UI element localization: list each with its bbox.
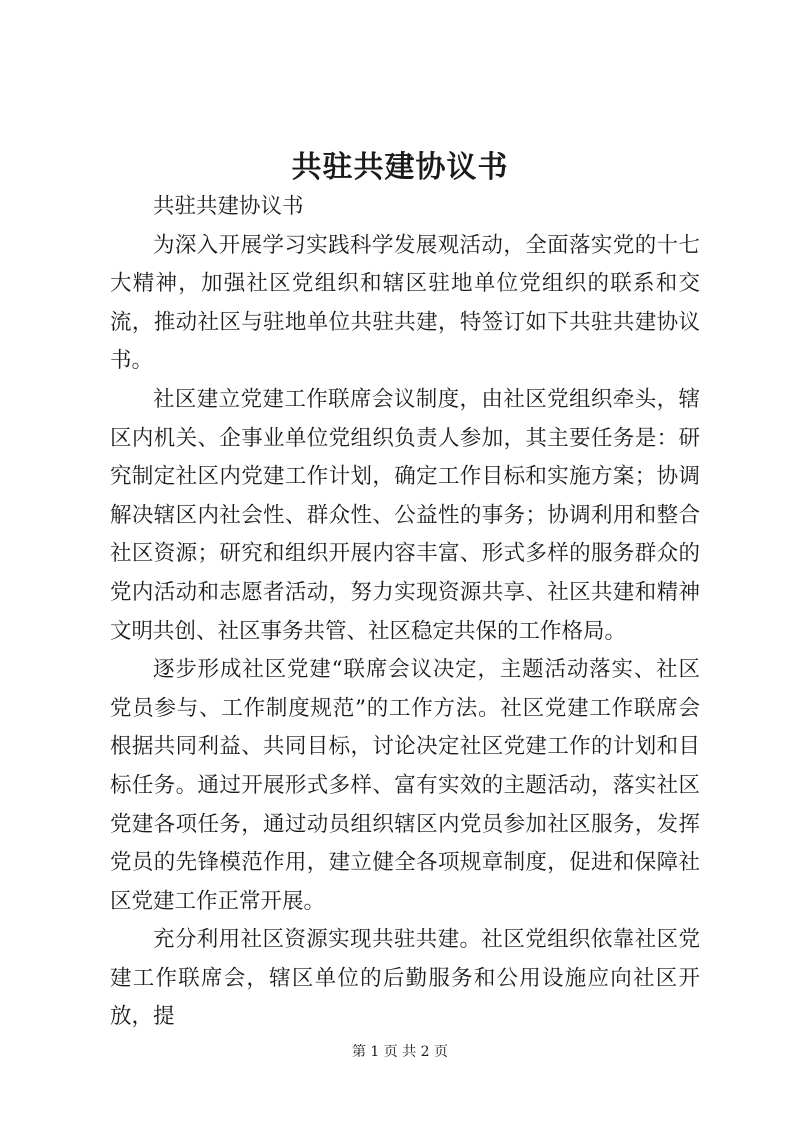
paragraph-subtitle: 共驻共建协议书 bbox=[153, 194, 304, 219]
document-title: 共驻共建协议书 bbox=[291, 150, 509, 185]
document-body bbox=[110, 188, 700, 1037]
paragraph-resources: 充分利用社区资源实现共驻共建。社区党组织依靠社区党建工作联席会，辖区单位的后勤服务和公用设施应向社区开放，提 bbox=[110, 927, 700, 1030]
paragraph-joint-meeting: 社区建立党建工作联席会议制度，由社区党组织牵头，辖区内机关、企事业单位党组织负责人参加，其主要任务是：研究制定社区内党建工作计划，确定工作目标和实施方案；协调解决辖区内社会性、群众性、公益性的事务；协调利用和整合社区资源；研究和组织开展内容丰富、形式多样的服务群众的党内活动和志愿者活动，努力实现资源共享、社区共建和精神文明共创、社区事务共管、社区稳定共保的工作格局。 bbox=[110, 386, 700, 644]
page-footer: 第 1 页 共 2 页 bbox=[351, 1044, 449, 1060]
paragraph-work-method: 逐步形成社区党建“联席会议决定，主题活动落实、社区党员参与、工作制度规范”的工作方法。社区党建工作联席会根据共同利益、共同目标，讨论决定社区党建工作的计划和目标任务。通过开展形式多样、富有实效的主题活动，落实社区党建各项任务，通过动员组织辖区内党员参加社区服务，发挥党员的先锋模范作用，建立健全各项规章制度，促进和保障社区党建工作正常开展。 bbox=[110, 657, 700, 914]
paragraph-intro: 为深入开展学习实践科学发展观活动，全面落实党的十七大精神，加强社区党组织和辖区驻地单位党组织的联系和交流，推动社区与驻地单位共驻共建，特签订如下共驻共建协议书。 bbox=[110, 232, 700, 374]
